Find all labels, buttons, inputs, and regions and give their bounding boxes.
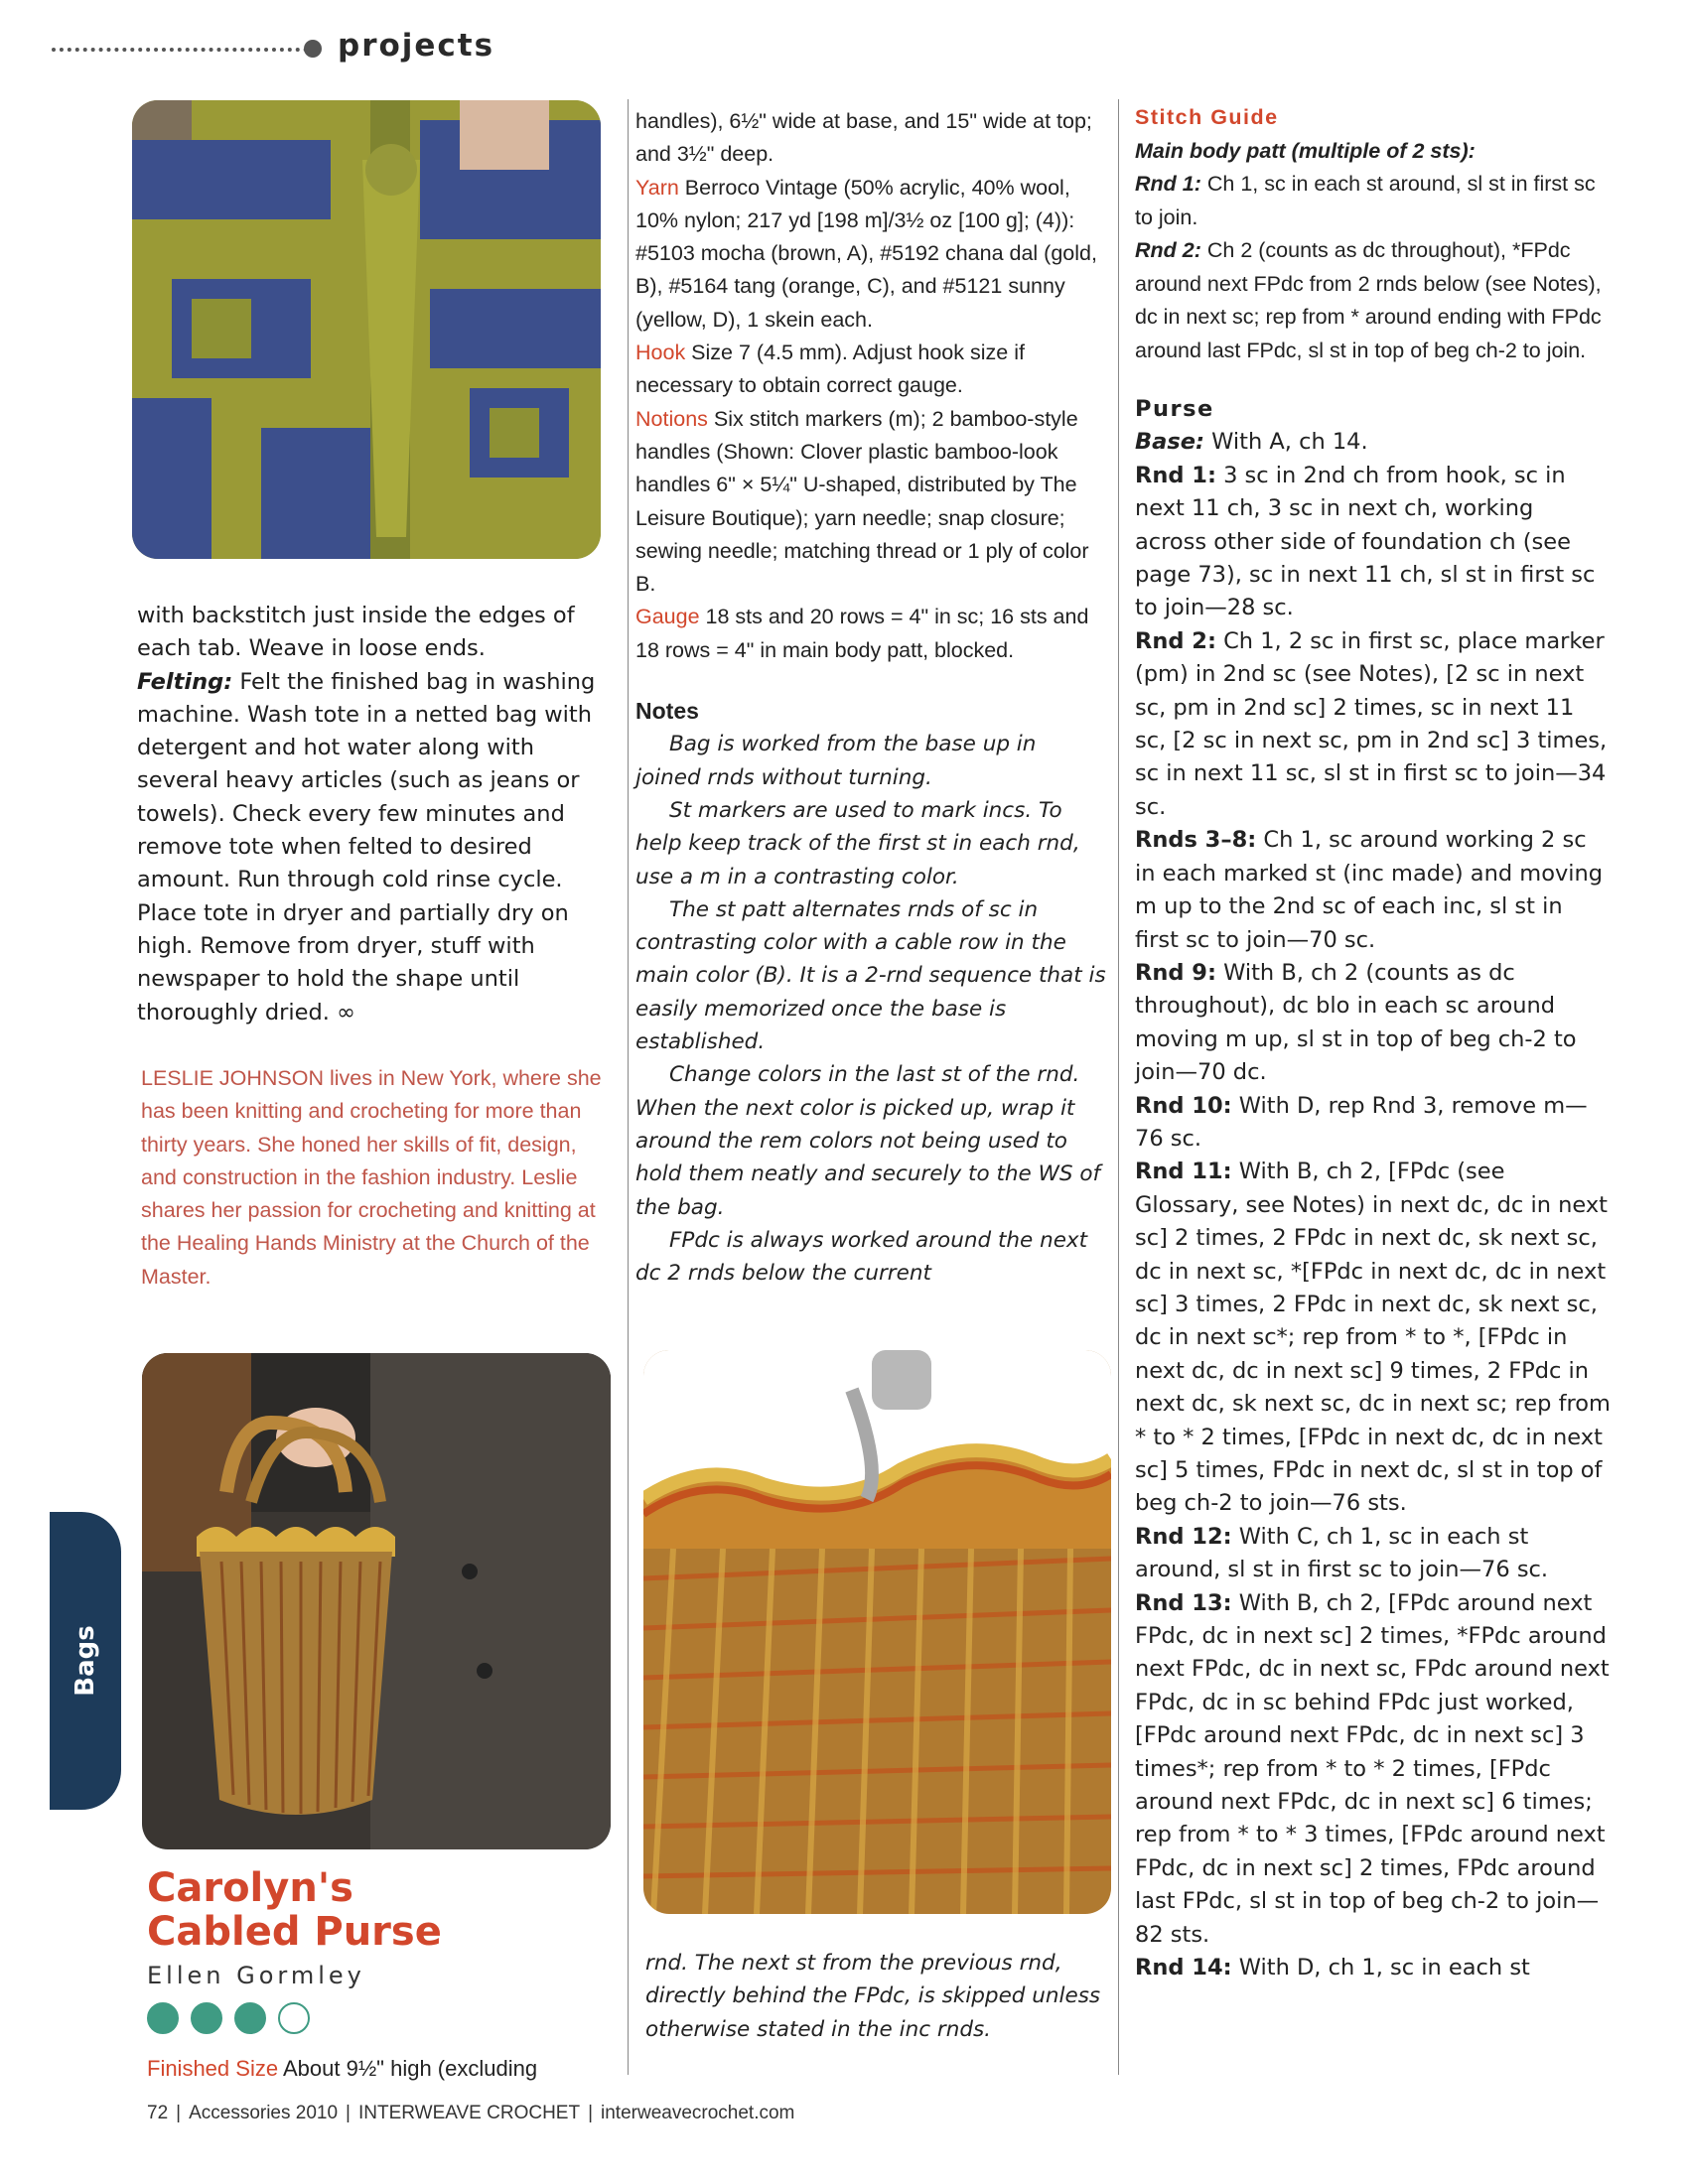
purse-rows <box>1135 426 1612 1984</box>
instruction-row-text: 3 sc in 2nd ch from hook, sc in next 11 ch, 3 sc in next ch, working across other side of foundation ch (see page 73), sc in next 11 ch, sl st in first sc to join—28 sc. <box>1135 462 1596 621</box>
felting-paragraph <box>137 666 604 1029</box>
skill-dot-empty <box>278 2002 310 2034</box>
instruction-row-text: With A, ch 14. <box>1203 429 1368 456</box>
hook-text: Size 7 (4.5 mm). Adjust hook size if necessary to obtain correct gauge. <box>635 341 1025 398</box>
instruction-row-label: Rnd 14: <box>1135 1955 1232 1981</box>
instruction-row-text: Ch 1, 2 sc in first sc, place marker (pm) in 2nd sc (see Notes), [2 sc in next sc, pm in 2nd sc] 2 times, sc in next 11 sc, [2 sc in next sc, pm in 2nd sc] 3 times, sc in next 11 sc, sl st in first sc to join—34 sc. <box>1135 627 1608 820</box>
skill-dot-filled <box>147 2002 179 2034</box>
tote-photo <box>132 100 601 559</box>
stitch-guide-heading: Stitch Guide <box>1135 105 1279 129</box>
finished-size-line <box>147 2056 537 2082</box>
yarn-text: Berroco Vintage (50% acrylic, 40% wool, 10% nylon; 217 yd [198 m]/3½ oz [100 g]; (4)): #5103 mocha (brown, A), #5192 chana dal (gold, B), #5164 tang (orange, C), and #5121 sunny (yellow, D), 1 skein each. <box>635 175 1097 332</box>
notions-text: Six stitch markers (m); 2 bamboo-style handles (Shown: Clover plastic bamboo-look handles 6" × 5¼" U-shaped, distributed by The Leisure Boutique); yarn needle; snap closure; sewing needle; matching thread or 1 ply of color B. <box>635 406 1089 597</box>
purse-instructions <box>1135 393 1612 1985</box>
gauge-label: Gauge <box>635 605 700 629</box>
instruction-row-text: With D, rep Rnd 3, remove m—76 sc. <box>1135 1092 1588 1152</box>
instruction-row-text: With B, ch 2 (counts as dc throughout), dc blo in each sc around moving m up, sl st in top of beg ch-2 to join—70 dc. <box>1135 959 1577 1086</box>
skill-level-rating <box>147 2002 310 2034</box>
instruction-row <box>1135 1952 1612 1984</box>
instruction-row-label: Rnd 13: <box>1135 1589 1232 1616</box>
felting-text: Felt the finished bag in washing machine. Wash tote in a netted bag with detergent and hot water along with several heavy articles (such as jeans or towels). Check every few minutes and remove tote when felted to desired amount. Run through cold rinse cycle. Place tote in dryer and partially dry on high. Remove from dryer, stuff with newspaper to hold the shape until thoroughly dried. ∞ <box>137 668 596 1025</box>
pattern-title-line-2: Cabled Purse <box>147 1909 442 1955</box>
note-paragraph: The st patt alternates rnds of sc in contrasting color with a cable row in the main color (B). It is a 2-rnd sequence that is easily memorized once the base is established. <box>635 896 1106 1055</box>
instruction-row <box>1135 1521 1612 1587</box>
instruction-row-text: With C, ch 1, sc in each st around, sl st in first sc to join—76 sc. <box>1135 1523 1549 1583</box>
yarn-paragraph <box>635 172 1107 337</box>
instruction-row <box>1135 460 1612 625</box>
pattern-title <box>147 1866 442 1954</box>
gauge-text: 18 sts and 20 rows = 4" in sc; 16 sts and 18 rows = 4" in main body patt, blocked. <box>635 605 1089 662</box>
instruction-row <box>1135 824 1612 957</box>
instruction-row-label: Rnd 10: <box>1135 1092 1232 1119</box>
purse-heading: Purse <box>1135 396 1214 422</box>
stitch-closeup-photo <box>643 1350 1111 1914</box>
instruction-row-text: With D, ch 1, sc in each st <box>1231 1955 1530 1981</box>
skill-dot-filled <box>234 2002 266 2034</box>
column-1-text <box>137 600 604 1029</box>
instruction-row <box>1135 625 1612 824</box>
footer-separator: | <box>588 2103 594 2123</box>
footer-separator: | <box>346 2103 351 2123</box>
stitch-guide <box>1135 101 1612 367</box>
size-continued: handles), 6½" wide at base, and 15" wide at top; and 3½" deep. <box>635 109 1092 167</box>
header-bullet <box>304 40 322 58</box>
yarn-label: Yarn <box>635 175 679 200</box>
pattern-title-line-1: Carolyn's <box>147 1865 353 1911</box>
page-footer <box>147 2103 794 2124</box>
column-3-text <box>1135 101 1612 1985</box>
designer-name: Ellen Gormley <box>147 1962 365 1989</box>
gauge-paragraph <box>635 601 1107 667</box>
instruction-row-label: Base: <box>1135 429 1204 456</box>
instruction-row-label: Rnds 3–8: <box>1135 827 1257 854</box>
magazine-name: INTERWEAVE CROCHET <box>357 2103 581 2123</box>
note-paragraph: St markers are used to mark incs. To help keep track of the first st in each rnd, use a m in a contrasting color. <box>635 797 1080 889</box>
finished-size-text: About 9½" high (excluding <box>278 2056 538 2081</box>
category-tab-label: Bags <box>70 1625 100 1697</box>
instruction-row <box>1135 1587 1612 1952</box>
instruction-row <box>1135 1156 1612 1520</box>
designer-bio: LESLIE JOHNSON lives in New York, where she has been knitting and crocheting for more than thirty years. She honed her skills of fit, design, and construction in the fashion industry. Leslie shares her passion for crocheting and knitting at the Healing Hands Ministry at the Church of the Master. <box>141 1066 602 1289</box>
issue-name: Accessories 2010 <box>189 2103 339 2123</box>
instruction-row-text: Ch 1, sc around working 2 sc in each marked st (inc made) and moving m up to the 2nd sc of each inc, sl st in first sc to join—70 sc. <box>1135 827 1604 953</box>
instruction-row-text: With B, ch 2, [FPdc (see Glossary, see Notes) in next dc, dc in next sc] 2 times, 2 FPdc in next dc, sk next sc, dc in next sc, *[FPdc in next dc, dc in next sc] 3 times, 2 FPdc in next dc, sk next sc, dc in next sc*; rep from * to *, [FPdc in next dc, dc in next sc] 9 times, 2 FPdc in next dc, sk next sc, dc in next sc; rep from * to * 2 times, [FPdc in next dc, dc in next sc] 5 times, FPdc in next dc, sl st in top of beg ch-2 to join—76 sts. <box>1135 1159 1611 1517</box>
notes-heading: Notes <box>635 698 699 725</box>
instruction-row-label: Rnd 9: <box>1135 959 1216 986</box>
category-tab <box>50 1512 121 1810</box>
guide-round-1: Rnd 1: Ch 1, sc in each st around, sl st in first sc to join. <box>1135 172 1596 229</box>
finished-size-label: Finished Size <box>147 2056 279 2081</box>
notions-paragraph <box>635 403 1107 602</box>
header-dotted-rule <box>52 48 308 52</box>
website: interweavecrochet.com <box>601 2103 795 2123</box>
hook-paragraph <box>635 337 1107 403</box>
notes-continued: rnd. The next st from the previous rnd, directly behind the FPdc, is skipped unless otherwise stated in the inc rnds. <box>645 1951 1101 2042</box>
instruction-row <box>1135 957 1612 1090</box>
finishing-paragraph: with backstitch just inside the edges of each tab. Weave in loose ends. <box>137 603 575 662</box>
notions-label: Notions <box>635 406 708 431</box>
page-number: 72 <box>147 2103 169 2123</box>
instruction-row-text: With B, ch 2, [FPdc around next FPdc, dc in next sc] 2 times, *FPdc around next FPdc, dc in next sc, FPdc around next FPdc, dc in sc behind FPdc just worked, [FPdc around next FPdc, dc in next sc] 3 times*; rep from * to * 2 times, [FPdc around next FPdc, dc in next sc] 6 times; rep from * to * 3 times, [FPdc around next FPdc, dc in next sc] 2 times, FPdc around last FPdc, sl st in top of beg ch-2 to join—82 sts. <box>1135 1589 1610 1948</box>
column-rule-1 <box>628 99 629 2075</box>
section-title: projects <box>338 28 495 64</box>
note-paragraph: FPdc is always worked around the next dc 2 rnds below the current <box>635 1227 1088 1287</box>
note-paragraph: Bag is worked from the base up in joined rnds without turning. <box>635 732 1037 790</box>
instruction-row-label: Rnd 11: <box>1135 1159 1232 1185</box>
skill-dot-filled <box>191 2002 222 2034</box>
instruction-row-label: Rnd 12: <box>1135 1523 1232 1550</box>
instruction-row-label: Rnd 2: <box>1135 627 1216 654</box>
guide-round-2: Rnd 2: Ch 2 (counts as dc throughout), *FPdc around next FPdc from 2 rnds below (see Notes), dc in next sc; rep from * around ending with FPdc around last FPdc, sl st in top of beg ch-2 to join. <box>1135 238 1602 362</box>
instruction-row <box>1135 426 1612 459</box>
notes-section <box>635 695 1107 1290</box>
instruction-row-label: Rnd 1: <box>1135 462 1216 488</box>
purse-photo <box>142 1353 611 1849</box>
felting-label: Felting: <box>137 668 233 695</box>
footer-separator: | <box>176 2103 182 2123</box>
hook-label: Hook <box>635 341 686 365</box>
instruction-row <box>1135 1090 1612 1157</box>
column-2-text <box>635 105 1107 1290</box>
note-paragraph: Change colors in the last st of the rnd. When the next color is picked up, wrap it around the rem colors not being used to hold them neatly and securely to the WS of the bag. <box>635 1062 1101 1220</box>
main-body-pattern-heading: Main body patt (multiple of 2 sts): <box>1135 138 1476 163</box>
column-rule-2 <box>1118 99 1119 2075</box>
